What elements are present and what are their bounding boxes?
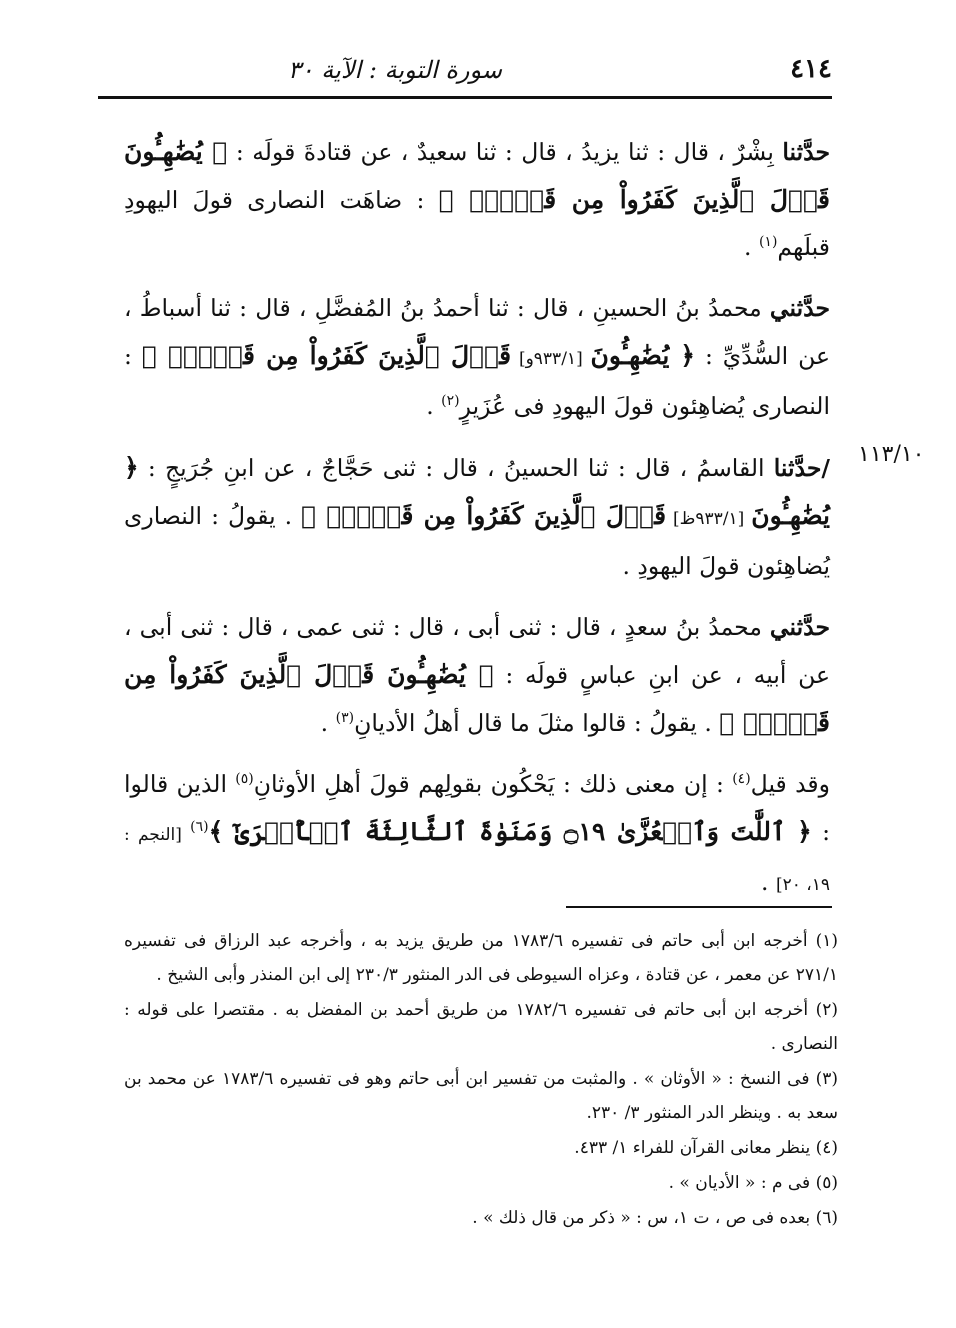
manuscript-reference: [٩٣٣/١ظ]: [666, 509, 752, 529]
surah-reference: [النجم : ١٩، ٢٠]: [124, 825, 830, 895]
quran-quote: ﴿ يُضَٰهِـُٔونَ قَوۡلَ ٱلَّذِينَ كَفَرُواْ مِن قَبۡلُۚ ﴾: [124, 137, 830, 214]
quran-quote: ﴿ يُضَٰهِـُٔونَ: [124, 453, 830, 530]
footnote-marker: (٤): [732, 771, 751, 788]
page-break-marker: /: [821, 454, 830, 482]
paragraph-lead: حدَّثنا: [773, 454, 822, 482]
footnote-marker: (٦): [190, 819, 209, 836]
footnote-marker: (٢): [441, 393, 460, 410]
header-rule: [98, 96, 832, 99]
footnote-marker: (٣): [335, 710, 355, 727]
paragraph-3: [124, 444, 830, 590]
paragraph-tail: . يقولُ : قالوا مثلَ ما قال أهلُ الأديانِ: [354, 709, 720, 737]
paragraph-text: محمدُ بنُ سعدٍ ، قال : ثنى أبى ، قال : ثنى عمى ، قال : ثنى أبى ، عن أبيه ، عن ابنِ عباسٍ قولَه :: [124, 613, 830, 689]
footnote-marker: (٥): [235, 771, 254, 788]
paragraph-text: القاسمُ ، قال : ثنا الحسينُ ، قال : ثنى حَجَّاجٌ ، عن ابنِ جُرَيجٍ :: [138, 454, 774, 482]
paragraph-lead: حدَّثنا: [782, 138, 831, 166]
page-number: ٤١٤: [790, 54, 832, 84]
paragraph-end: .: [744, 233, 759, 261]
quran-quote-continued: قَوۡلَ ٱلَّذِينَ كَفَرُواْ مِن قَبۡلُۚ ﴾: [301, 501, 667, 530]
footnote-rule: [566, 906, 832, 908]
paragraph-tail: : النصارى يُضاهِئون قولَ اليهودِ فى عُزَيرٍ: [124, 342, 830, 420]
running-title: سورة التوبة : الآية ٣٠: [287, 56, 502, 84]
paragraph-5: [124, 761, 830, 909]
paragraph-2: [124, 285, 830, 430]
paragraph-text: محمدُ بنُ الحسينِ ، قال : ثنا أحمدُ بنُ المُفضَّلِ ، قال : ثنا أسباطُ ، عن السُّدِّيِّ :: [124, 294, 830, 370]
paragraph-text: بِشْرٌ ، قال : ثنا يزيدُ ، قال : ثنا سعيدٌ ، عن قتادةَ قولَه :: [227, 138, 783, 166]
paragraph-1: [124, 128, 830, 271]
paragraph-text-continued: : إن معنى ذلك : يَحْكُون بقولِهم قولَ أهلِ الأوثانِ: [253, 770, 733, 798]
quran-quote-continued: قَوۡلَ ٱلَّذِينَ كَفَرُواْ مِن قَبۡلُۚ ﴾: [141, 341, 512, 370]
footnotes: [124, 924, 838, 1236]
main-text: [124, 128, 830, 923]
paragraph-end: .: [320, 709, 336, 737]
paragraph-text: وقد قيل: [750, 770, 831, 798]
paragraph-lead: حدَّثني: [769, 613, 830, 641]
footnote-2: (٢) أخرجه ابن أبى حاتم فى تفسيره ١٧٨٢/٦ من طريق أحمد بن المفضل به . مقتصرا على قوله : النصارى .: [124, 1000, 839, 1054]
footnote-5: (٥) فى م : « الأديان » .: [668, 1173, 838, 1193]
paragraph-tail: : ضاهَت النصارى قولَ اليهودِ قبلَهم: [124, 186, 830, 261]
footnote-3: (٣) فى النسخ : « الأوثان » . والمثبت من تفسير ابن أبى حاتم وهو فى تفسيره ١٧٨٣/٦ عن محمد بن سعد به . وينظر الدر المنثور ٣/ ٢٣٠.: [124, 1069, 838, 1123]
quran-quote: ﴿ يُضَٰهِـُٔونَ: [590, 341, 696, 370]
quran-quote: ﴿ ٱللَّٰتَ وَٱلۡعُزَّىٰ ۝١٩ وَمَنَوٰةَ ٱلثَّالِثَةَ ٱلۡأُخۡرَىٰٓ ﴾: [208, 817, 812, 846]
paragraph-tail: . يقولُ : النصارى يُضاهِئون قولَ اليهودِ .: [124, 502, 830, 580]
footnote-6: (٦) بعده فى ص ، ت ١، س : « ذكر من قال ذلك » .: [472, 1208, 838, 1228]
manuscript-reference: [٩٣٣/١و]: [511, 349, 591, 369]
paragraph-text-continued: الذين قالوا :: [124, 770, 830, 846]
paragraph-end: .: [760, 868, 776, 896]
page-header: [98, 52, 832, 92]
footnote-marker: (١): [758, 234, 778, 251]
margin-reference: ١١٣/١٠: [858, 442, 925, 467]
quran-quote: ﴿ يُضَٰهِـُٔونَ قَوۡلَ ٱلَّذِينَ كَفَرُواْ مِن قَبۡلُۚ ﴾: [124, 660, 830, 737]
paragraph-4: [124, 604, 830, 747]
paragraph-lead: حدَّثني: [769, 294, 830, 322]
footnote-1: (١) أخرجه ابن أبى حاتم فى تفسيره ١٧٨٣/٦ من طريق يزيد به ، وأخرجه عبد الرزاق فى تفسيره ٢٧١/١ عن معمر ، عن قتادة ، وعزاه السيوطى فى الدر المنثور ٢٣٠/٣ إلى ابن المنذر وأبى الشيخ .: [124, 931, 839, 985]
paragraph-end: .: [426, 392, 442, 420]
footnote-4: (٤) ينظر معانى القرآن للفراء ١/ ٤٣٣.: [574, 1138, 838, 1158]
